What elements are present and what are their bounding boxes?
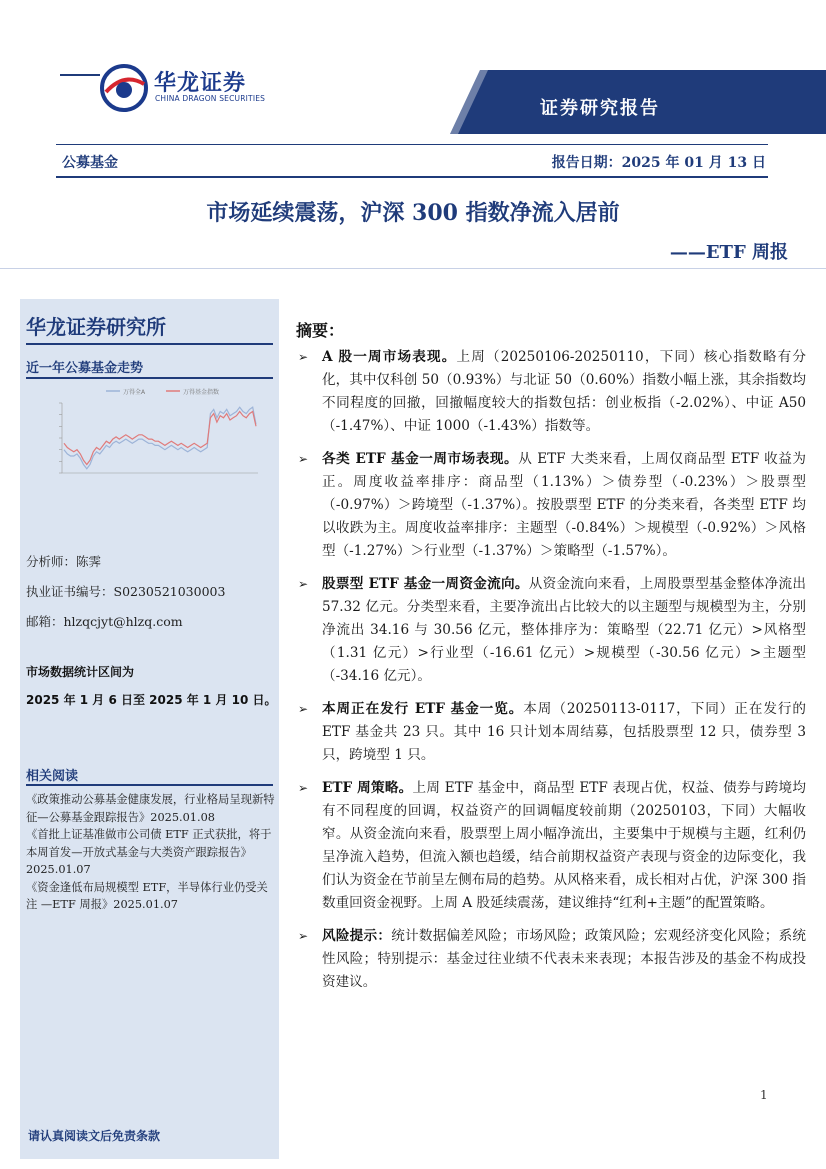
- abstract-title: 摘要：: [296, 321, 345, 340]
- bullet-arrow-icon: ➢: [298, 702, 309, 716]
- related-item[interactable]: 《资金逢低布局规模型 ETF，半导体行业仍受关注 —ETF 周报》2025.01.07: [26, 880, 268, 911]
- analyst-email: 邮箱：hlzqcjyt@hlzq.com: [26, 614, 183, 629]
- abstract-item: [298, 777, 806, 915]
- report-date: 报告日期：2025 年 01 月 13 日: [551, 155, 766, 171]
- trend-chart-title: 近一年公募基金走势: [26, 361, 144, 376]
- header-accent-line: [60, 74, 100, 76]
- item-text: 从资金流向来看，上周股票型基金整体净流出 57.32 亿元。分类型来看，主要净流出占比较大的以主题型与规模型为主，分别净流出 34.16 与 30.56 亿元，整体排序为：策略型（22.71 亿元）>风格型（1.31 亿元）>行业型（-16.61 亿元）>规模型（-30.56 亿元）>主题型（-34.16 亿元）。: [322, 576, 807, 684]
- abstract-item: [298, 448, 806, 563]
- item-lead: A 股一周市场表现。: [322, 349, 457, 365]
- item-lead: 本周正在发行 ETF 基金一览。: [322, 701, 524, 717]
- legend-label: 万得全A: [123, 389, 146, 396]
- report-subtitle: ——ETF 周报: [669, 242, 788, 263]
- item-text: 从 ETF 大类来看，上周仅商品型 ETF 收益为正。周度收益率排序：商品型（1.13%）＞债券型（-0.23%）＞股票型（-0.97%）＞跨境型（-1.37%）。按股票型 ETF 的分类来看，各类型 ETF 均以收跌为主。周度收益率排序：主题型（-0.84%）＞规模型（-0.92%）＞风格型（-1.27%）＞行业型（-1.37%）＞策略型（-1.57%）。: [322, 451, 806, 559]
- divider: [26, 377, 273, 379]
- item-text: 统计数据偏差风险；市场风险；政策风险；宏观经济变化风险；系统性风险；特别提示：基金过往业绩不代表未来表现；本报告涉及的基金不构成投资建议。: [322, 928, 807, 990]
- bullet-arrow-icon: ➢: [298, 929, 309, 943]
- series-line: [64, 407, 256, 469]
- abstract-item: [298, 698, 806, 767]
- report-sector: 公募基金: [62, 155, 118, 171]
- analyst-name: 分析师：陈霁: [26, 554, 102, 569]
- bullet-arrow-icon: ➢: [298, 350, 309, 364]
- divider: [56, 144, 768, 145]
- abstract-item: [298, 346, 806, 438]
- disclaimer-note: 请认真阅读文后免责条款: [28, 1129, 161, 1143]
- divider: [0, 268, 826, 269]
- logo-company-en: CHINA DRAGON SECURITIES: [155, 94, 266, 103]
- abstract-bullets: [298, 346, 806, 1004]
- item-lead: ETF 周策略。: [322, 780, 413, 796]
- statistics-period: [26, 661, 277, 711]
- divider: [26, 784, 273, 786]
- institute-name: 华龙证券研究所: [26, 315, 166, 339]
- related-item[interactable]: 《首批上证基准做市公司债 ETF 正式获批，将于本周首发—开放式基金与大类资产跟踪报告》2025.01.07: [26, 828, 272, 876]
- item-lead: 各类 ETF 基金一周市场表现。: [322, 451, 519, 467]
- related-item[interactable]: 《政策推动公募基金健康发展，行业格局呈现新特征—公募基金跟踪报告》2025.01.08: [26, 793, 275, 824]
- report-title: 市场延续震荡，沪深 300 指数净流入居前: [206, 200, 620, 226]
- bullet-arrow-icon: ➢: [298, 781, 309, 795]
- item-text: 上周 ETF 基金中，商品型 ETF 表现占优，权益、债券与跨境均有不同程度的回调，权益资产的回调幅度较前期（20250103，下同）大幅收窄。从资金流向来看，股票型上周小幅净流出，主要集中于规模与主题，红利仍呈净流入趋势，但流入额也趋缓，结合前期权益资产表现与资金的边际变化，我们认为资金在节前呈左侧布局的趋势。从风格来看，成长相对占优，沪深 300 指数重回资金视野。上周 A 股延续震荡，建议维持“红利+主题”的配置策略。: [322, 780, 806, 911]
- sidebar: [20, 299, 279, 1159]
- period-value: 2025 年 1 月 6 日至 2025 年 1 月 10 日。: [26, 693, 277, 707]
- fund-trend-chart: [26, 381, 266, 531]
- company-logo: [98, 62, 288, 114]
- abstract-item: [298, 925, 806, 994]
- period-label: 市场数据统计区间为: [26, 665, 135, 679]
- item-text: 上周（20250106-20250110，下同）核心指数略有分化，其中仅科创 50（0.93%）与北证 50（0.60%）指数小幅上涨，其余指数均不同程度的回撤，回撤幅度较大的指数包括：创业板指（-2.02%）、中证 A50（-1.47%）、中证 1000（-1.43%）指数等。: [322, 349, 806, 434]
- analyst-info: [26, 551, 225, 633]
- report-type: 证券研究报告: [540, 98, 660, 119]
- legend-label: 万得基金指数: [183, 389, 220, 396]
- related-reading-list: [26, 791, 276, 914]
- analyst-license: 执业证书编号：S0230521030003: [26, 584, 226, 599]
- divider: [26, 343, 273, 345]
- related-reading-title: 相关阅读: [26, 769, 79, 784]
- item-lead: 风险提示：: [322, 928, 392, 944]
- abstract-item: [298, 573, 806, 688]
- bullet-arrow-icon: ➢: [298, 452, 309, 466]
- page-number: 1: [760, 1088, 768, 1102]
- bullet-arrow-icon: ➢: [298, 577, 309, 591]
- divider: [56, 176, 768, 178]
- logo-emblem-icon: [98, 62, 150, 114]
- item-lead: 股票型 ETF 基金一周资金流向。: [322, 576, 529, 592]
- logo-company-cn: 华龙证券: [154, 71, 247, 96]
- item-text: 本周（20250113-0117，下同）正在发行的 ETF 基金共 23 只。其中 16 只计划本周结募，包括股票型 12 只，债券型 3 只，跨境型 1 只。: [322, 701, 806, 763]
